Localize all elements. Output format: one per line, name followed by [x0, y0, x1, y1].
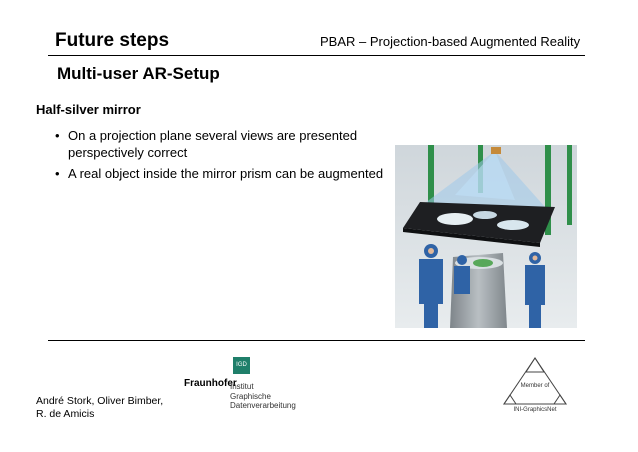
bullet-item — [55, 127, 385, 161]
bullet-dot: • — [55, 166, 60, 181]
bullet-text: A real object inside the mirror prism can be augmented — [68, 166, 384, 181]
bullet-dot: • — [55, 128, 60, 143]
ini-member-text: Member of — [520, 383, 550, 389]
institute-line: Datenverarbeitung — [230, 401, 296, 410]
authors-line: André Stork, Oliver Bimber, — [36, 395, 164, 407]
header-subtitle: PBAR – Projection-based Augmented Reality — [320, 34, 581, 49]
bullet-text: On a projection plane several views are presented perspectively correct — [68, 128, 358, 160]
header-title: Future steps — [55, 30, 170, 51]
institute-name — [230, 382, 296, 411]
authors — [36, 395, 196, 421]
bullet-item — [55, 165, 385, 182]
slide-heading: Multi-user AR-Setup — [57, 64, 220, 83]
institute-line: Graphische — [230, 391, 271, 401]
ar-setup-illustration — [395, 145, 577, 328]
igd-badge: IGD — [233, 357, 250, 374]
ini-graphicsnet-logo — [496, 354, 574, 414]
authors-line: R. de Amicis — [36, 408, 95, 420]
institute-line: Institut — [230, 382, 254, 391]
footer-divider — [48, 340, 585, 341]
fraunhofer-logo — [184, 357, 304, 409]
header-divider — [48, 55, 585, 56]
ini-name-text: INI-GraphicsNet — [513, 407, 557, 413]
fraunhofer-name: Fraunhofer — [184, 378, 237, 389]
section-heading: Half-silver mirror — [36, 102, 141, 117]
